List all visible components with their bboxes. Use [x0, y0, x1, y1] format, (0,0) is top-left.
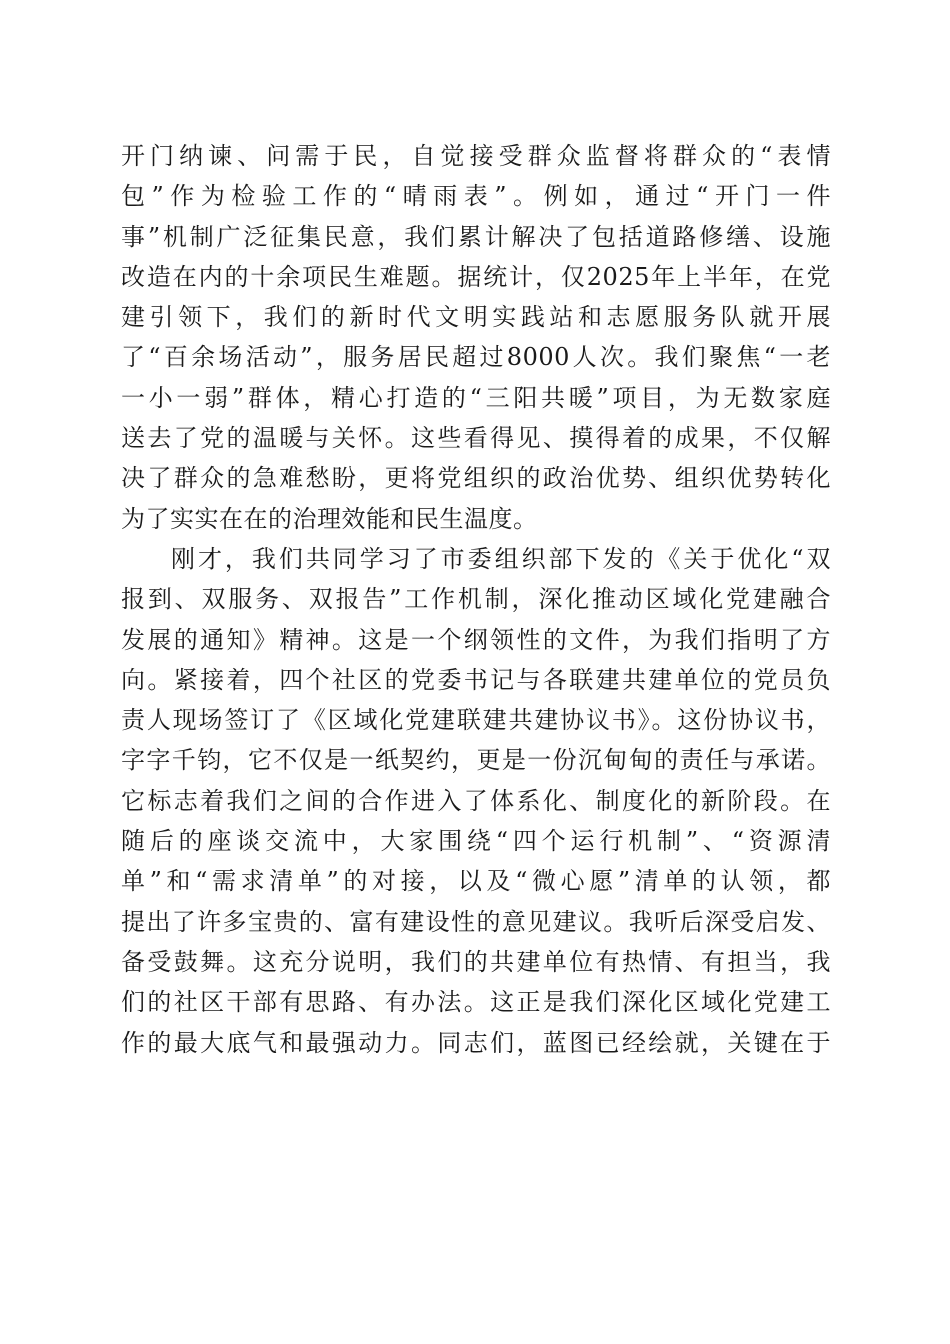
- text-line: 随后的座谈交流中，大家围绕“四个运行机制”、“资源清: [121, 827, 831, 856]
- text-line: 备受鼓舞。这充分说明，我们的共建单位有热情、有担当，我: [121, 947, 831, 976]
- text-line: 决了群众的急难愁盼，更将党组织的政治优势、组织优势转化: [121, 464, 831, 493]
- text-line: 开门纳谏、问需于民，自觉接受群众监督将群众的“表情: [121, 142, 831, 170]
- text-line: 它标志着我们之间的合作进入了体系化、制度化的新阶段。在: [121, 786, 831, 815]
- text-line: 改造在内的十余项民生难题。据统计，仅2025年上半年，在党: [121, 262, 831, 291]
- text-line: 了“百余场活动”，服务居民超过8000人次。我们聚焦“一老: [121, 343, 831, 372]
- paragraph-end-line: 为了实实在在的治理效能和民生温度。: [121, 504, 538, 533]
- body-text: [121, 136, 831, 1063]
- text-line: 提出了许多宝贵的、富有建设性的意见建议。我听后深受启发、: [121, 907, 831, 936]
- text-line: 建引领下，我们的新时代文明实践站和志愿服务队就开展: [121, 303, 831, 332]
- text-line: 单”和“需求清单”的对接，以及“微心愿”清单的认领，都: [121, 867, 831, 896]
- text-line: 发展的通知》精神。这是一个纲领性的文件，为我们指明了方: [121, 625, 831, 654]
- paragraph-start-line: 刚才，我们共同学习了市委组织部下发的《关于优化“双: [171, 544, 831, 573]
- text-line: 送去了党的温暖与关怀。这些看得见、摸得着的成果，不仅解: [121, 424, 831, 453]
- text-line: 一小一弱”群体，精心打造的“三阳共暖”项目，为无数家庭: [121, 383, 831, 412]
- text-line: 包”作为检验工作的“晴雨表”。例如，通过“开门一件: [121, 182, 831, 211]
- text-line: 事”机制广泛征集民意，我们累计解决了包括道路修缮、设施: [121, 222, 831, 251]
- text-line: 字字千钧，它不仅是一纸契约，更是一份沉甸甸的责任与承诺。: [121, 746, 831, 775]
- text-line: 向。紧接着，四个社区的党委书记与各联建共建单位的党员负: [121, 665, 831, 694]
- text-line: 们的社区干部有思路、有办法。这正是我们深化区域化党建工: [121, 988, 831, 1017]
- text-line: 作的最大底气和最强动力。同志们，蓝图已经绘就，关键在于: [121, 1028, 831, 1057]
- text-line: 责人现场签订了《区域化党建联建共建协议书》。这份协议书，: [121, 706, 831, 735]
- text-line: 报到、双服务、双报告”工作机制，深化推动区域化党建融合: [121, 585, 831, 614]
